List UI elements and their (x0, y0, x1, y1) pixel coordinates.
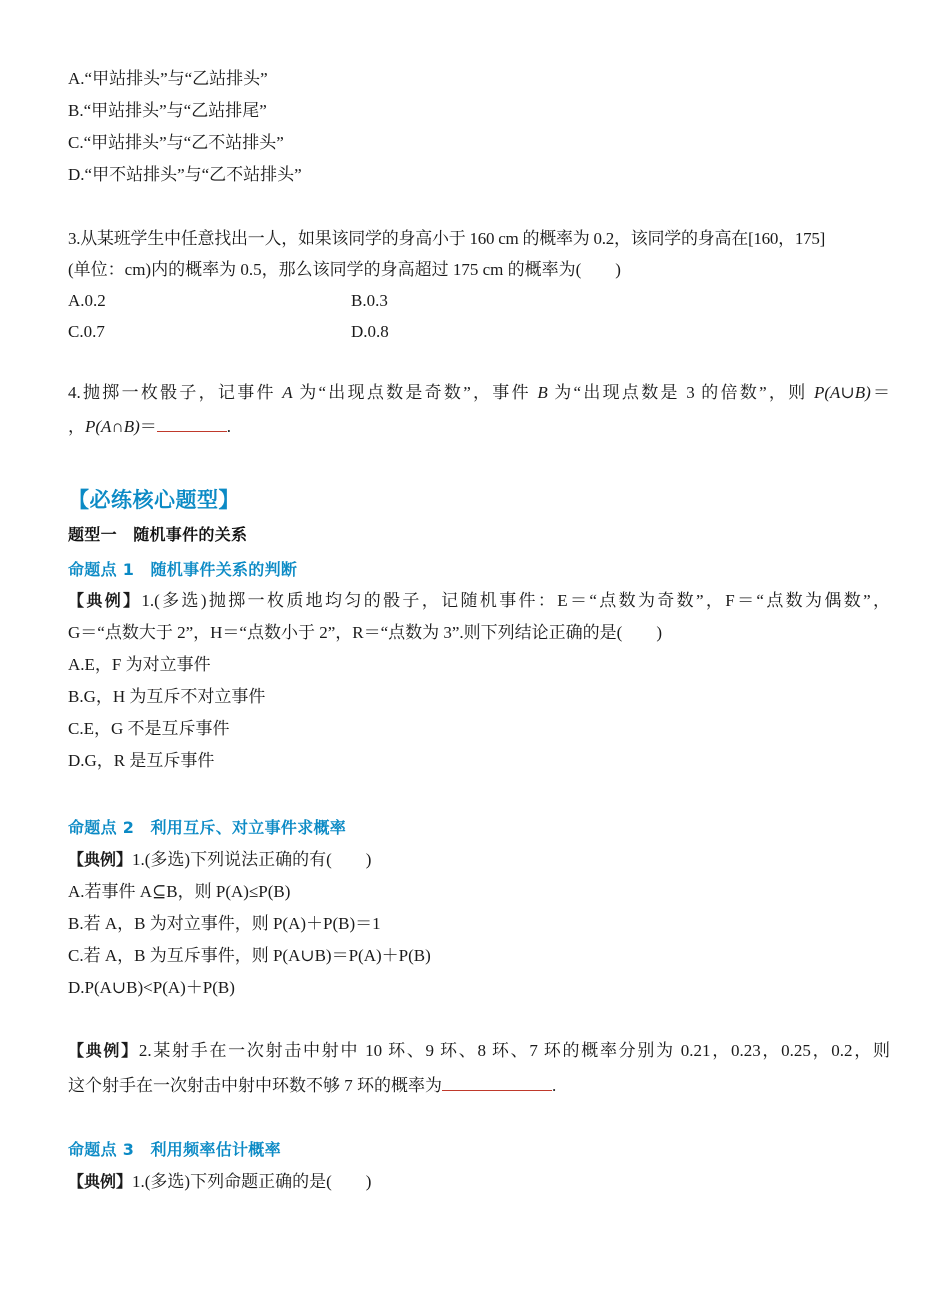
example-tag: 【典例】 (68, 1172, 133, 1191)
q4-intersection-expr: P(A∩B) (85, 417, 140, 436)
point1-option-a: A.E，F 为对立事件 (68, 655, 211, 674)
point2-heading: 命题点 2 利用互斥、对立事件求概率 (68, 818, 347, 837)
point1-example-line2: G＝“点数大于 2”，H＝“点数小于 2”，R＝“点数为 3”.则下列结论正确的是( ) (68, 623, 662, 642)
point2-example1: 【典例】1.(多选)下列说法正确的有( ) (68, 850, 372, 869)
q2-option-b: B.“甲站排头”与“乙站排尾” (68, 101, 267, 120)
point1-option-b: B.G，H 为互斥不对立事件 (68, 687, 266, 706)
point2-option-d: D.P(A∪B)<P(A)＋P(B) (68, 978, 235, 997)
section-title: 【必练核心题型】 (68, 488, 240, 512)
q4-union-expr: P(A∪B) (814, 383, 871, 402)
point1-option-c: C.E，G 不是互斥事件 (68, 719, 230, 738)
point2-option-c: C.若 A，B 为互斥事件，则 P(A∪B)＝P(A)＋P(B) (68, 946, 431, 965)
point1-heading: 命题点 1 随机事件关系的判断 (68, 560, 298, 579)
q4-stem-line1: 4.抛掷一枚骰子，记事件 A 为“出现点数是奇数”，事件 B 为“出现点数是 3 的倍数”，则 P(A∪B)＝ (68, 383, 891, 402)
q4-stem-line2: ，P(A∩B)＝ . (68, 413, 890, 438)
type-heading: 题型一 随机事件的关系 (68, 525, 248, 544)
point2-example2-line1: 【典例】2.某射手在一次射击中射中 10 环、9 环、8 环、7 环的概率分别为 0.21，0.23，0.25，0.2，则 (68, 1041, 890, 1060)
example-tag: 【典例】 (68, 850, 133, 869)
example-tag: 【典例】 (68, 591, 142, 610)
q3-option-b: B.0.3 (351, 291, 388, 310)
q2-option-a: A.“甲站排头”与“乙站排头” (68, 69, 268, 88)
q3-stem-line2: (单位：cm)内的概率为 0.5，那么该同学的身高超过 175 cm 的概率为( ) (68, 260, 621, 279)
example-tag: 【典例】 (68, 1041, 139, 1060)
point3-example1: 【典例】1.(多选)下列命题正确的是( ) (68, 1172, 372, 1191)
point1-option-d: D.G，R 是互斥事件 (68, 751, 215, 770)
point2-option-a: A.若事件 A⊆B，则 P(A)≤P(B) (68, 882, 291, 901)
q3-option-d: D.0.8 (351, 322, 389, 341)
point1-example-line1: 【典例】1.(多选)抛掷一枚质地均匀的骰子，记随机事件：E＝“点数为奇数”，F＝“点数为偶数”， (68, 591, 890, 610)
q3-option-a: A.0.2 (68, 291, 106, 310)
answer-blank[interactable] (157, 413, 227, 432)
q2-option-c: C.“甲站排头”与“乙不站排头” (68, 133, 284, 152)
q2-option-d: D.“甲不站排头”与“乙不站排头” (68, 165, 302, 184)
q3-option-c: C.0.7 (68, 322, 105, 341)
point3-heading: 命题点 3 利用频率估计概率 (68, 1140, 281, 1159)
point2-option-b: B.若 A，B 为对立事件，则 P(A)＋P(B)＝1 (68, 914, 381, 933)
answer-blank[interactable] (442, 1072, 552, 1091)
point2-example2-line2: 这个射手在一次射击中射中环数不够 7 环的概率为 . (68, 1072, 890, 1097)
q3-stem-line1: 3.从某班学生中任意找出一人，如果该同学的身高小于 160 cm 的概率为 0.2，该同学的身高在[160，175] (68, 229, 826, 248)
